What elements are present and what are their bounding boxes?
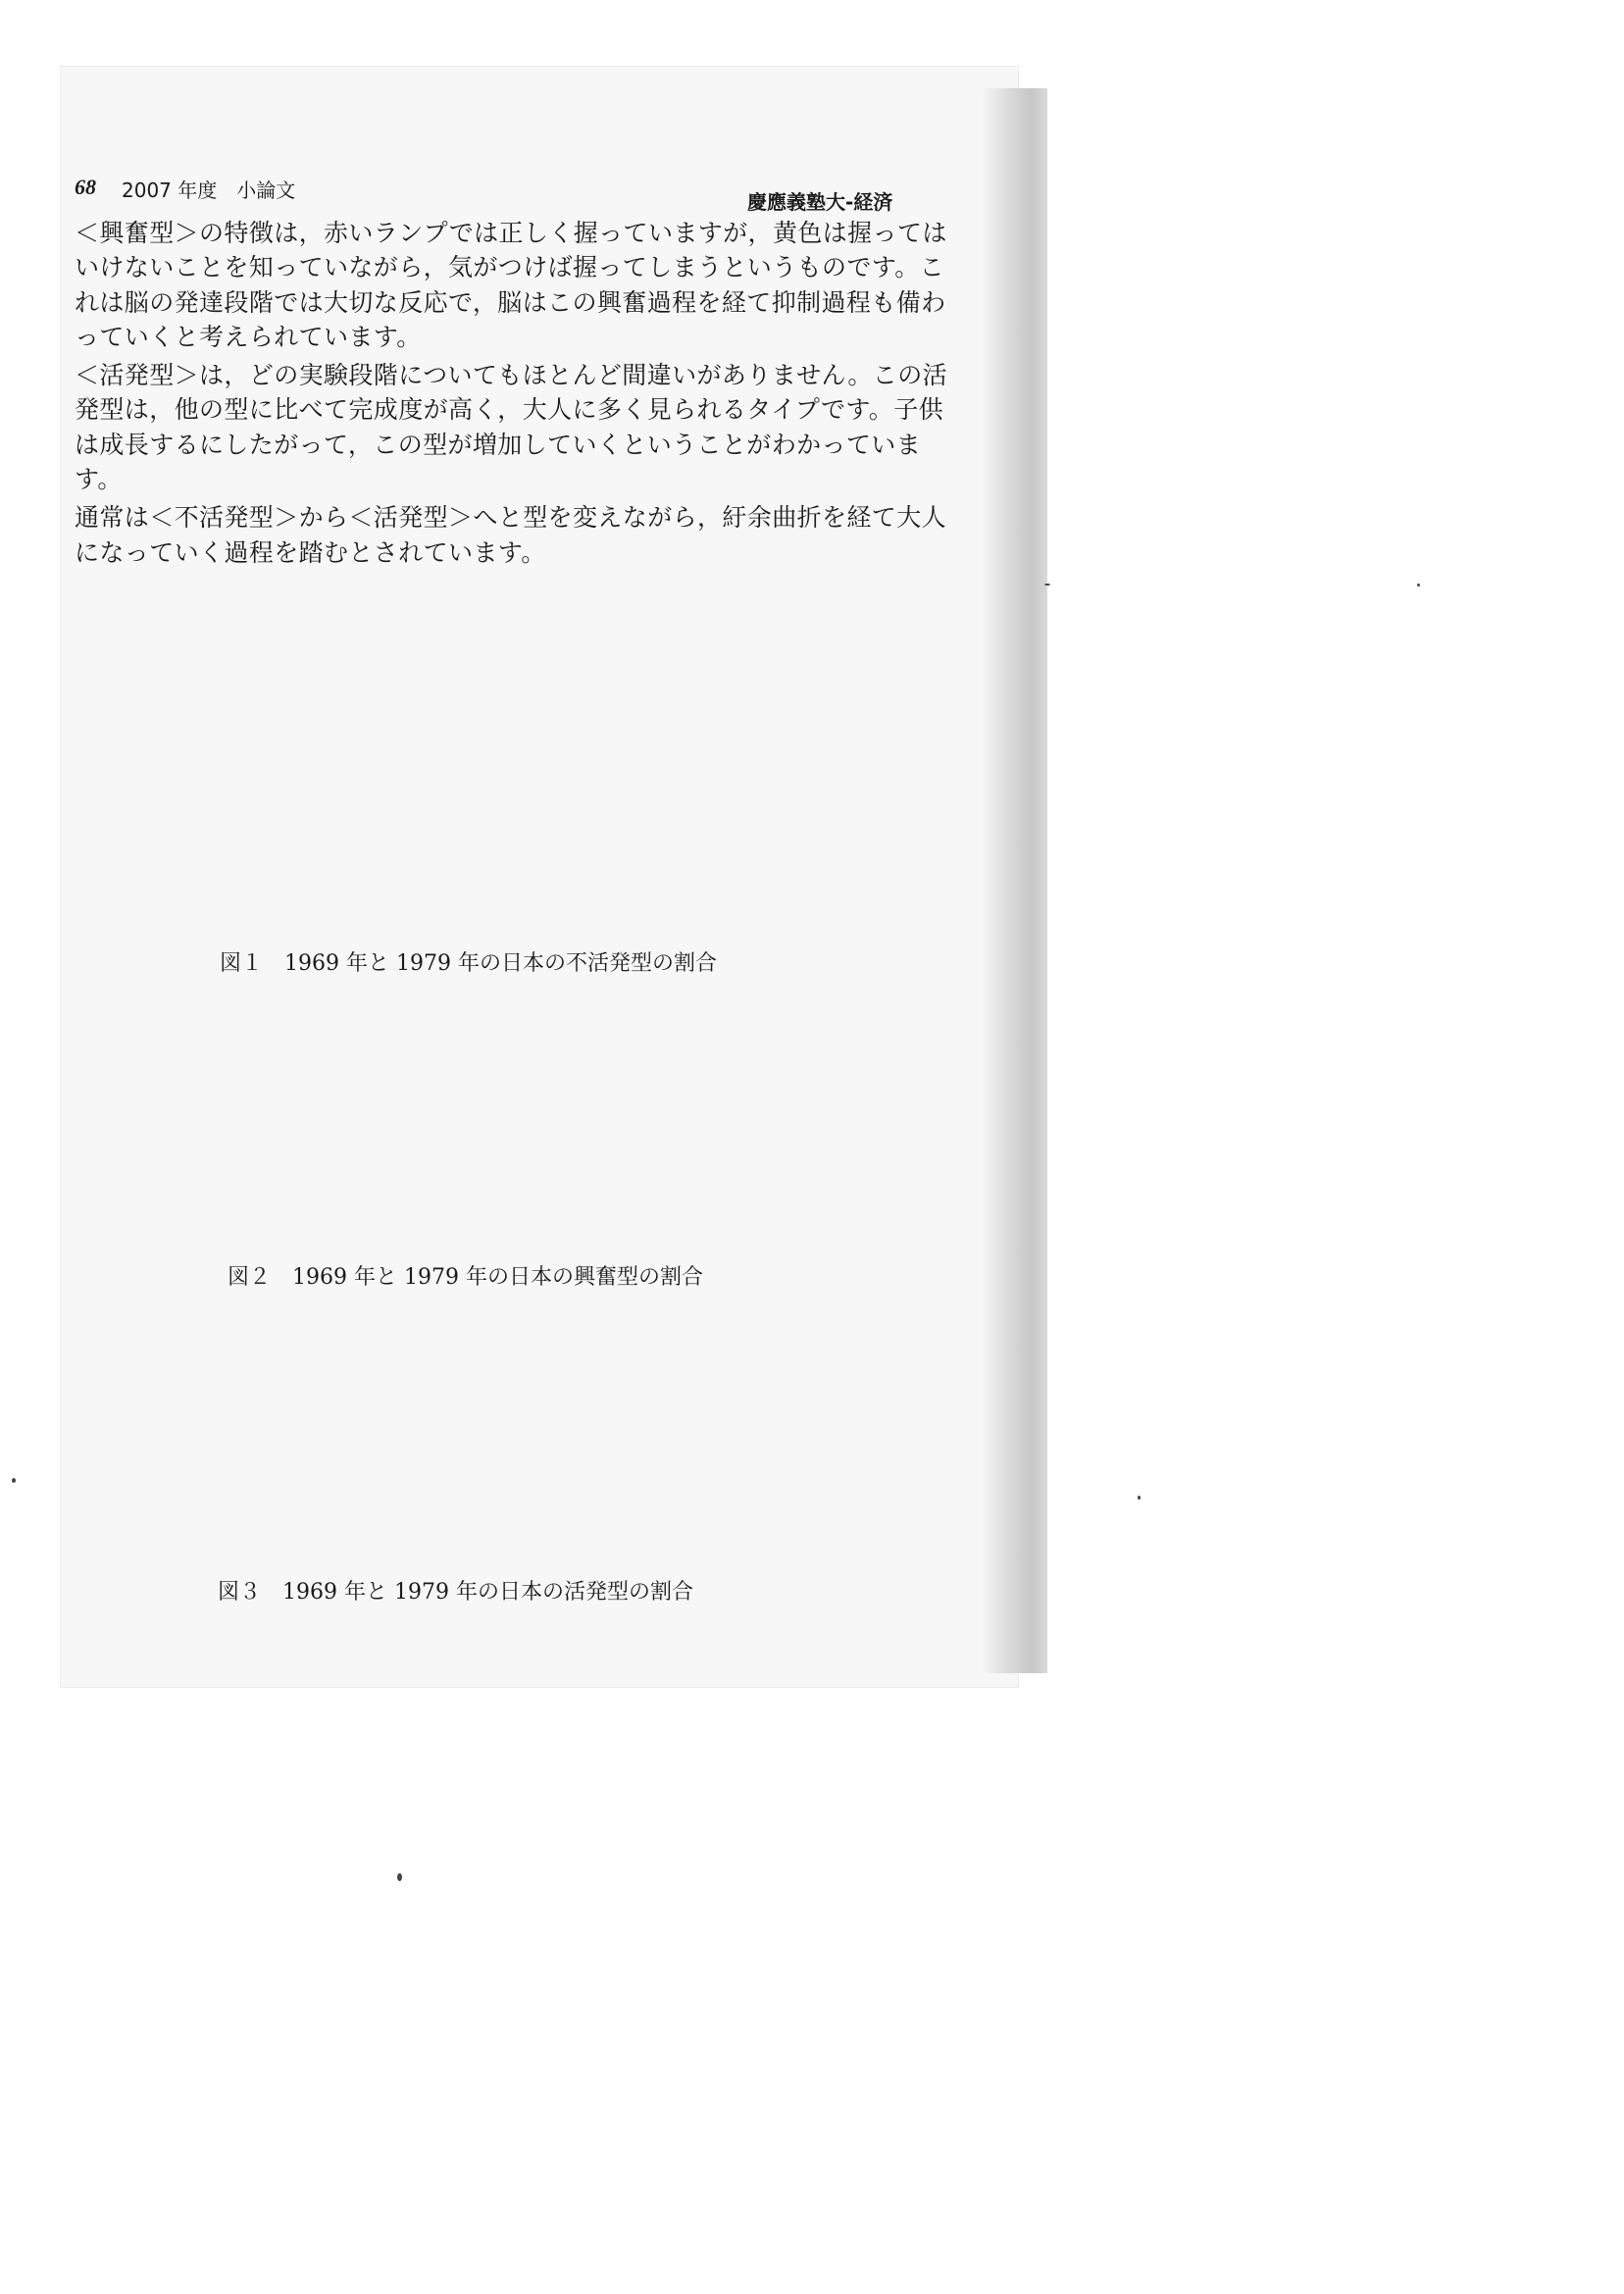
figure-caption: 図３ 1969 年と 1979 年の日本の活発型の割合 [218, 1580, 693, 1605]
body-text [75, 216, 957, 574]
page-number: 68 [75, 175, 96, 199]
page-header [61, 171, 983, 214]
school-name: 慶應義塾大-経済 [747, 190, 893, 214]
scan-speck [12, 1478, 16, 1483]
paragraph: 通常は＜不活発型＞から＜活発型＞へと型を変えながら，紆余曲折を経て大人になっていく過程を踏むとされています。 [75, 503, 947, 567]
scan-speck [1138, 1496, 1141, 1500]
scanned-page [61, 67, 1018, 1687]
figure-caption: 図１ 1969 年と 1979 年の日本の不活発型の割合 [220, 951, 717, 976]
figure-3 [61, 1296, 747, 1619]
paragraph: ＜活発型＞は，どの実験段階についてもほとんど間違いがありません。この活発型は，他の型に比べて完成度が高く，大人に多く見られるタイプです。子供は成長するにしたがって，この型が増加していくということがわかっています。 [75, 361, 948, 494]
scan-speck [1417, 584, 1420, 586]
scan-speck [1044, 584, 1050, 586]
scan-speck [397, 1873, 402, 1881]
book-title: 2007 年度 小論文 [122, 178, 296, 202]
figure-2 [61, 974, 747, 1298]
chart-excited-type [61, 974, 747, 1268]
figure-1 [61, 648, 747, 976]
binding-shadow [983, 88, 1047, 1673]
chart-active-type [61, 1296, 747, 1590]
paragraph: ＜興奮型＞の特徴は，赤いランプでは正しく握っていますが，黄色は握ってはいけないことを知っていながら，気がつけば握ってしまうというものです。これは脳の発達段階では大切な反応で，脳はこの興奮過程を経て抑制過程も備わっていくと考えられています。 [75, 219, 947, 351]
figure-caption: 図２ 1969 年と 1979 年の日本の興奮型の割合 [228, 1265, 703, 1290]
chart-inactive-type [61, 648, 747, 943]
